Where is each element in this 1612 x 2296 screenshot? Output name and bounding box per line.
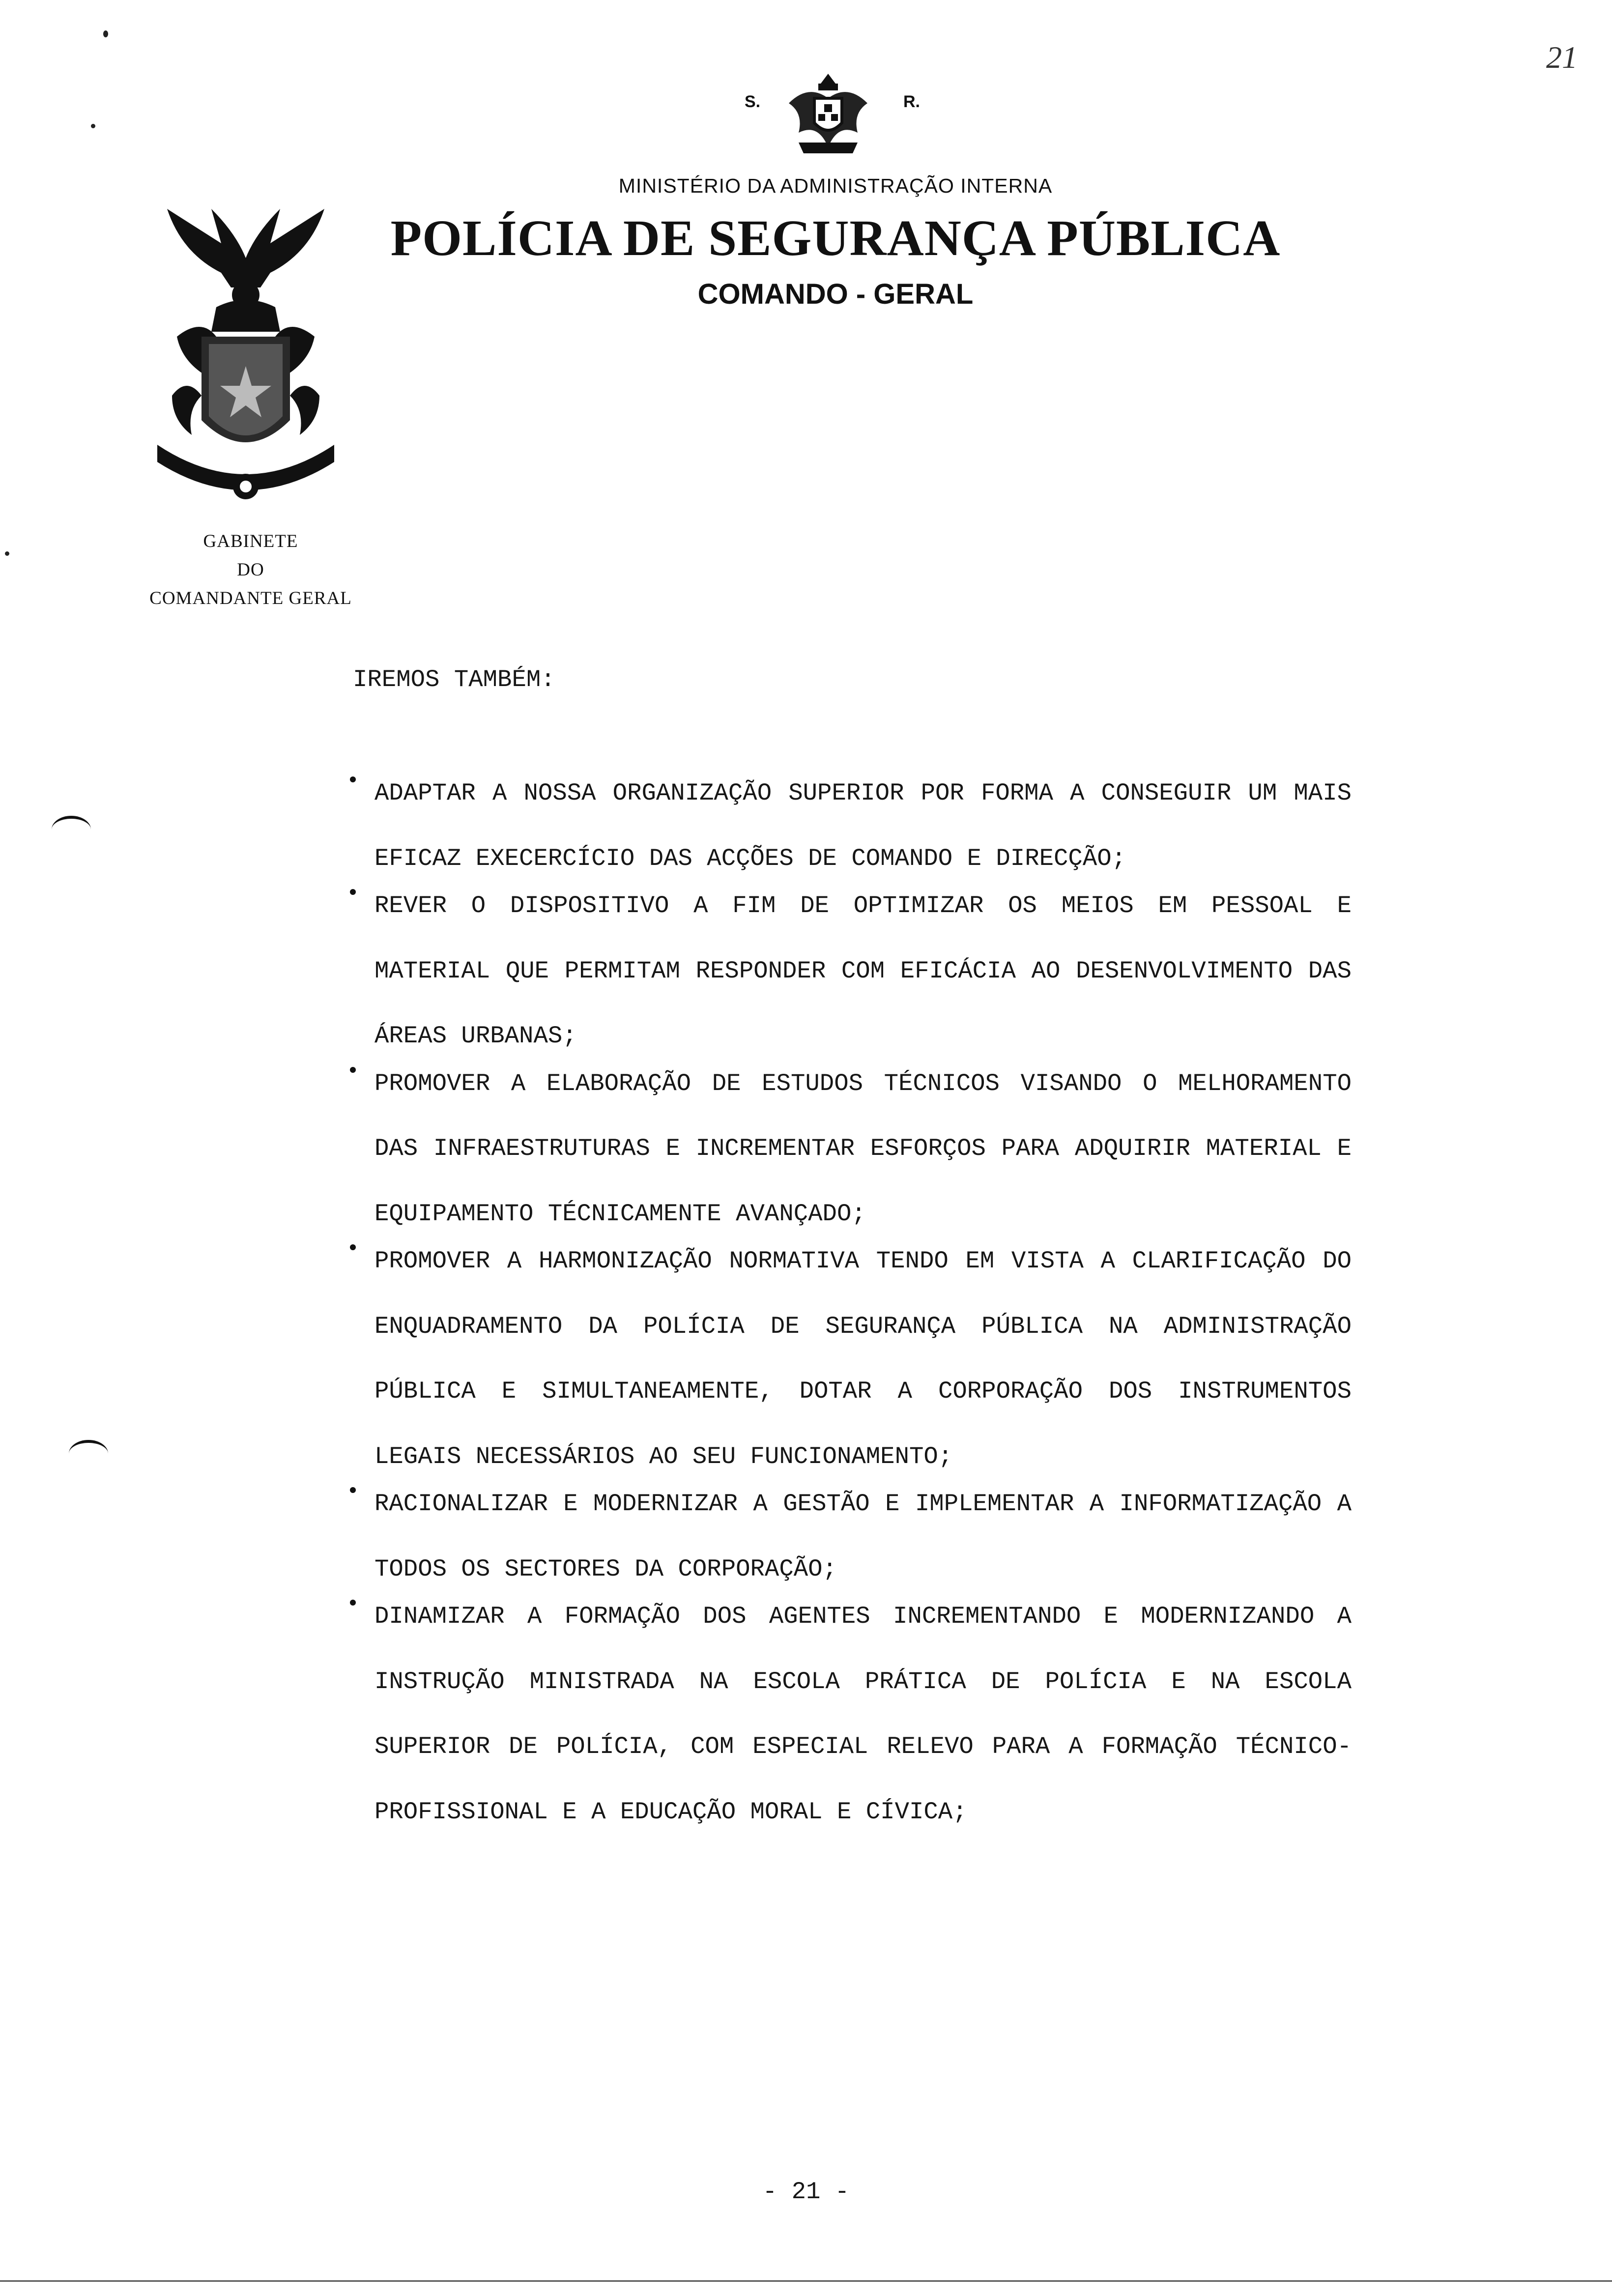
psp-emblem-icon <box>147 189 344 509</box>
bullet-item <box>344 761 1352 891</box>
bullet-item <box>344 873 1352 1069</box>
bullet-text: ADAPTAR A NOSSA ORGANIZAÇÃO SUPERIOR POR FORMA A CONSEGUIR UM MAIS EFICAZ EXECERCÍCIO DAS ACÇÕES DE COMANDO E DIRECÇÃO; <box>374 779 1352 872</box>
bullet-text: PROMOVER A ELABORAÇÃO DE ESTUDOS TÉCNICOS VISANDO O MELHORAMENTO DAS INFRAESTRUTURAS E INCREMENTAR ESFORÇOS PARA ADQUIRIR MATERIAL E EQUIPAMENTO TÉCNICAMENTE AVANÇADO; <box>374 1069 1352 1228</box>
bullet-item <box>344 1051 1352 1247</box>
punch-hole-mark <box>52 816 91 843</box>
intro-heading: IREMOS TAMBÉM: <box>353 666 555 693</box>
bullet-item <box>344 1229 1352 1489</box>
scan-speck <box>103 30 108 37</box>
bullet-text: PROMOVER A HARMONIZAÇÃO NORMATIVA TENDO EM VISTA A CLARIFICAÇÃO DO ENQUADRAMENTO DA POLÍCIA DE SEGURANÇA PÚBLICA NA ADMINISTRAÇÃO PÚBLICA E SIMULTANEAMENTE, DOTAR A CORPORAÇÃO DOS INSTRUMENTOS LEGAIS NECESSÁRIOS AO SEU FUNCIONAMENTO; <box>374 1247 1352 1470</box>
bullet-text: DINAMIZAR A FORMAÇÃO DOS AGENTES INCREMENTANDO E MODERNIZANDO A INSTRUÇÃO MINISTRADA NA ESCOLA PRÁTICA DE POLÍCIA E NA ESCOLA SUPERIOR DE POLÍCIA, COM ESPECIAL RELEVO PARA A FORMAÇÃO TÉCNICO-PROFISSIONAL E A EDUCAÇÃO MORAL E CÍVICA; <box>374 1603 1352 1826</box>
office-line-comandante-geral: COMANDANTE GERAL <box>149 588 352 608</box>
punch-hole-mark <box>69 1440 108 1467</box>
bullet-dot-icon <box>350 889 356 895</box>
department-title: COMANDO - GERAL <box>697 278 974 310</box>
bullet-dot-icon <box>350 1600 356 1606</box>
bullet-dot-icon <box>350 1487 356 1493</box>
office-line-do: DO <box>237 560 264 580</box>
office-line-gabinete: GABINETE <box>203 531 298 551</box>
page-number: - 21 - <box>762 2178 850 2206</box>
s-letter: S. <box>745 92 761 111</box>
bullet-item <box>344 1471 1352 1602</box>
bullet-dot-icon <box>350 1067 356 1073</box>
scan-speck <box>5 551 9 556</box>
bullet-text: RACIONALIZAR E MODERNIZAR A GESTÃO E IMPLEMENTAR A INFORMATIZAÇÃO A TODOS OS SECTORES DA CORPORAÇÃO; <box>374 1490 1352 1583</box>
bullet-dot-icon <box>350 776 356 782</box>
portugal-coat-of-arms-icon <box>779 69 877 157</box>
bullet-list <box>344 781 1352 1847</box>
r-letter: R. <box>903 92 920 111</box>
scan-speck <box>91 124 95 128</box>
bullet-item <box>344 1584 1352 1844</box>
bullet-text: REVER O DISPOSITIVO A FIM DE OPTIMIZAR OS MEIOS EM PESSOAL E MATERIAL QUE PERMITAM RESPONDER COM EFICÁCIA AO DESENVOLVIMENTO DAS ÁREAS URBANAS; <box>374 892 1352 1050</box>
bottom-scan-edge <box>0 2280 1612 2282</box>
handwritten-page-number: 21 <box>1546 40 1578 75</box>
bullet-dot-icon <box>350 1244 356 1250</box>
ministry-title: MINISTÉRIO DA ADMINISTRAÇÃO INTERNA <box>618 174 1053 197</box>
agency-title: POLÍCIA DE SEGURANÇA PÚBLICA <box>390 210 1281 266</box>
